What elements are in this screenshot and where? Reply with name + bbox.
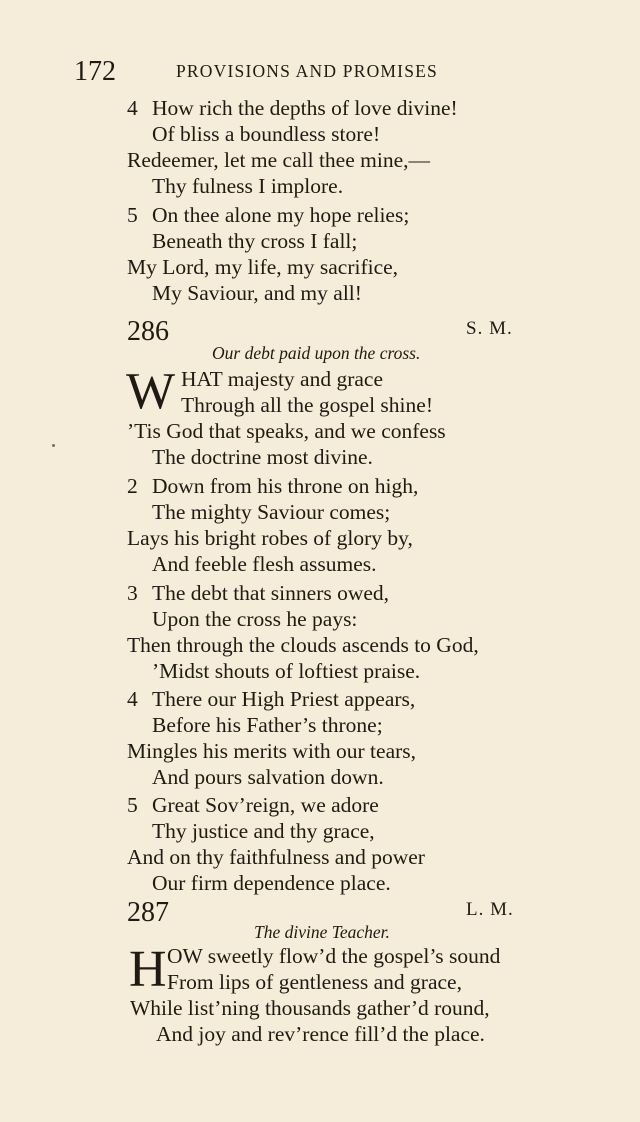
page-number: 172 (74, 56, 116, 87)
hymn-line: While list’ning thousands gather’d round, (130, 996, 490, 1020)
hymn-meter: L. M. (466, 899, 514, 920)
hymn-line: Then through the clouds ascends to God, (127, 633, 479, 657)
hymn-line: Thy justice and thy grace, (152, 819, 375, 843)
hymn-line: On thee alone my hope relies; (152, 203, 410, 227)
hymn-line: My Saviour, and my all! (152, 281, 362, 305)
hymn-number: 287 (127, 897, 169, 928)
hymn-line: And feeble flesh assumes. (152, 552, 377, 576)
hymn-line: ’Midst shouts of loftiest praise. (152, 659, 421, 683)
hymn-line: The doctrine most divine. (152, 445, 373, 469)
hymn-line: ’Tis God that speaks, and we confess (127, 419, 446, 443)
verse-number: 3 (127, 581, 138, 605)
hymn-line: Down from his throne on high, (152, 474, 419, 498)
hymn-line: Beneath thy cross I fall; (152, 229, 358, 253)
drop-cap: H (129, 941, 167, 998)
hymn-line: Lays his bright robes of glory by, (127, 526, 413, 550)
hymn-line: The debt that sinners owed, (152, 581, 390, 605)
hymn-line: Thy fulness I implore. (152, 174, 344, 198)
hymn-line: Our firm dependence place. (152, 871, 391, 895)
hymn-line: There our High Priest appears, (152, 687, 416, 711)
hymn-line: And on thy faithfulness and power (127, 845, 425, 869)
hymn-line: Upon the cross he pays: (152, 607, 358, 631)
hymn-line: HAT majesty and grace (181, 367, 383, 391)
hymn-line: OW sweetly flow’d the gospel’s sound (167, 944, 501, 968)
hymn-line: And pours salvation down. (152, 765, 384, 789)
hymn-line: Before his Father’s throne; (152, 713, 383, 737)
hymn-line: Redeemer, let me call thee mine,— (127, 148, 430, 172)
hymn-line: My Lord, my life, my sacrifice, (127, 255, 399, 279)
hymn-line: And joy and rev’rence fill’d the place. (156, 1022, 485, 1046)
hymn-line: Of bliss a boundless store! (152, 122, 381, 146)
hymn-line: How rich the depths of love divine! (152, 96, 458, 120)
hymn-line: Through all the gospel shine! (181, 393, 433, 417)
hymn-line: From lips of gentleness and grace, (167, 970, 462, 994)
hymn-number: 286 (127, 316, 169, 347)
verse-number: 5 (127, 203, 138, 227)
verse-number: 2 (127, 474, 138, 498)
hymn-subtitle: Our debt paid upon the cross. (212, 343, 421, 363)
hymn-line: The mighty Saviour comes; (152, 500, 391, 524)
hymn-line: Mingles his merits with our tears, (127, 739, 417, 763)
running-title: PROVISIONS AND PROMISES (176, 61, 438, 81)
hymn-line: Great Sov’reign, we adore (152, 793, 379, 817)
verse-number: 5 (127, 793, 138, 817)
paper-speck (52, 444, 55, 447)
hymn-meter: S. M. (466, 318, 513, 339)
hymn-subtitle: The divine Teacher. (254, 922, 390, 942)
verse-number: 4 (127, 687, 138, 711)
drop-cap: W (126, 363, 176, 420)
verse-number: 4 (127, 96, 138, 120)
